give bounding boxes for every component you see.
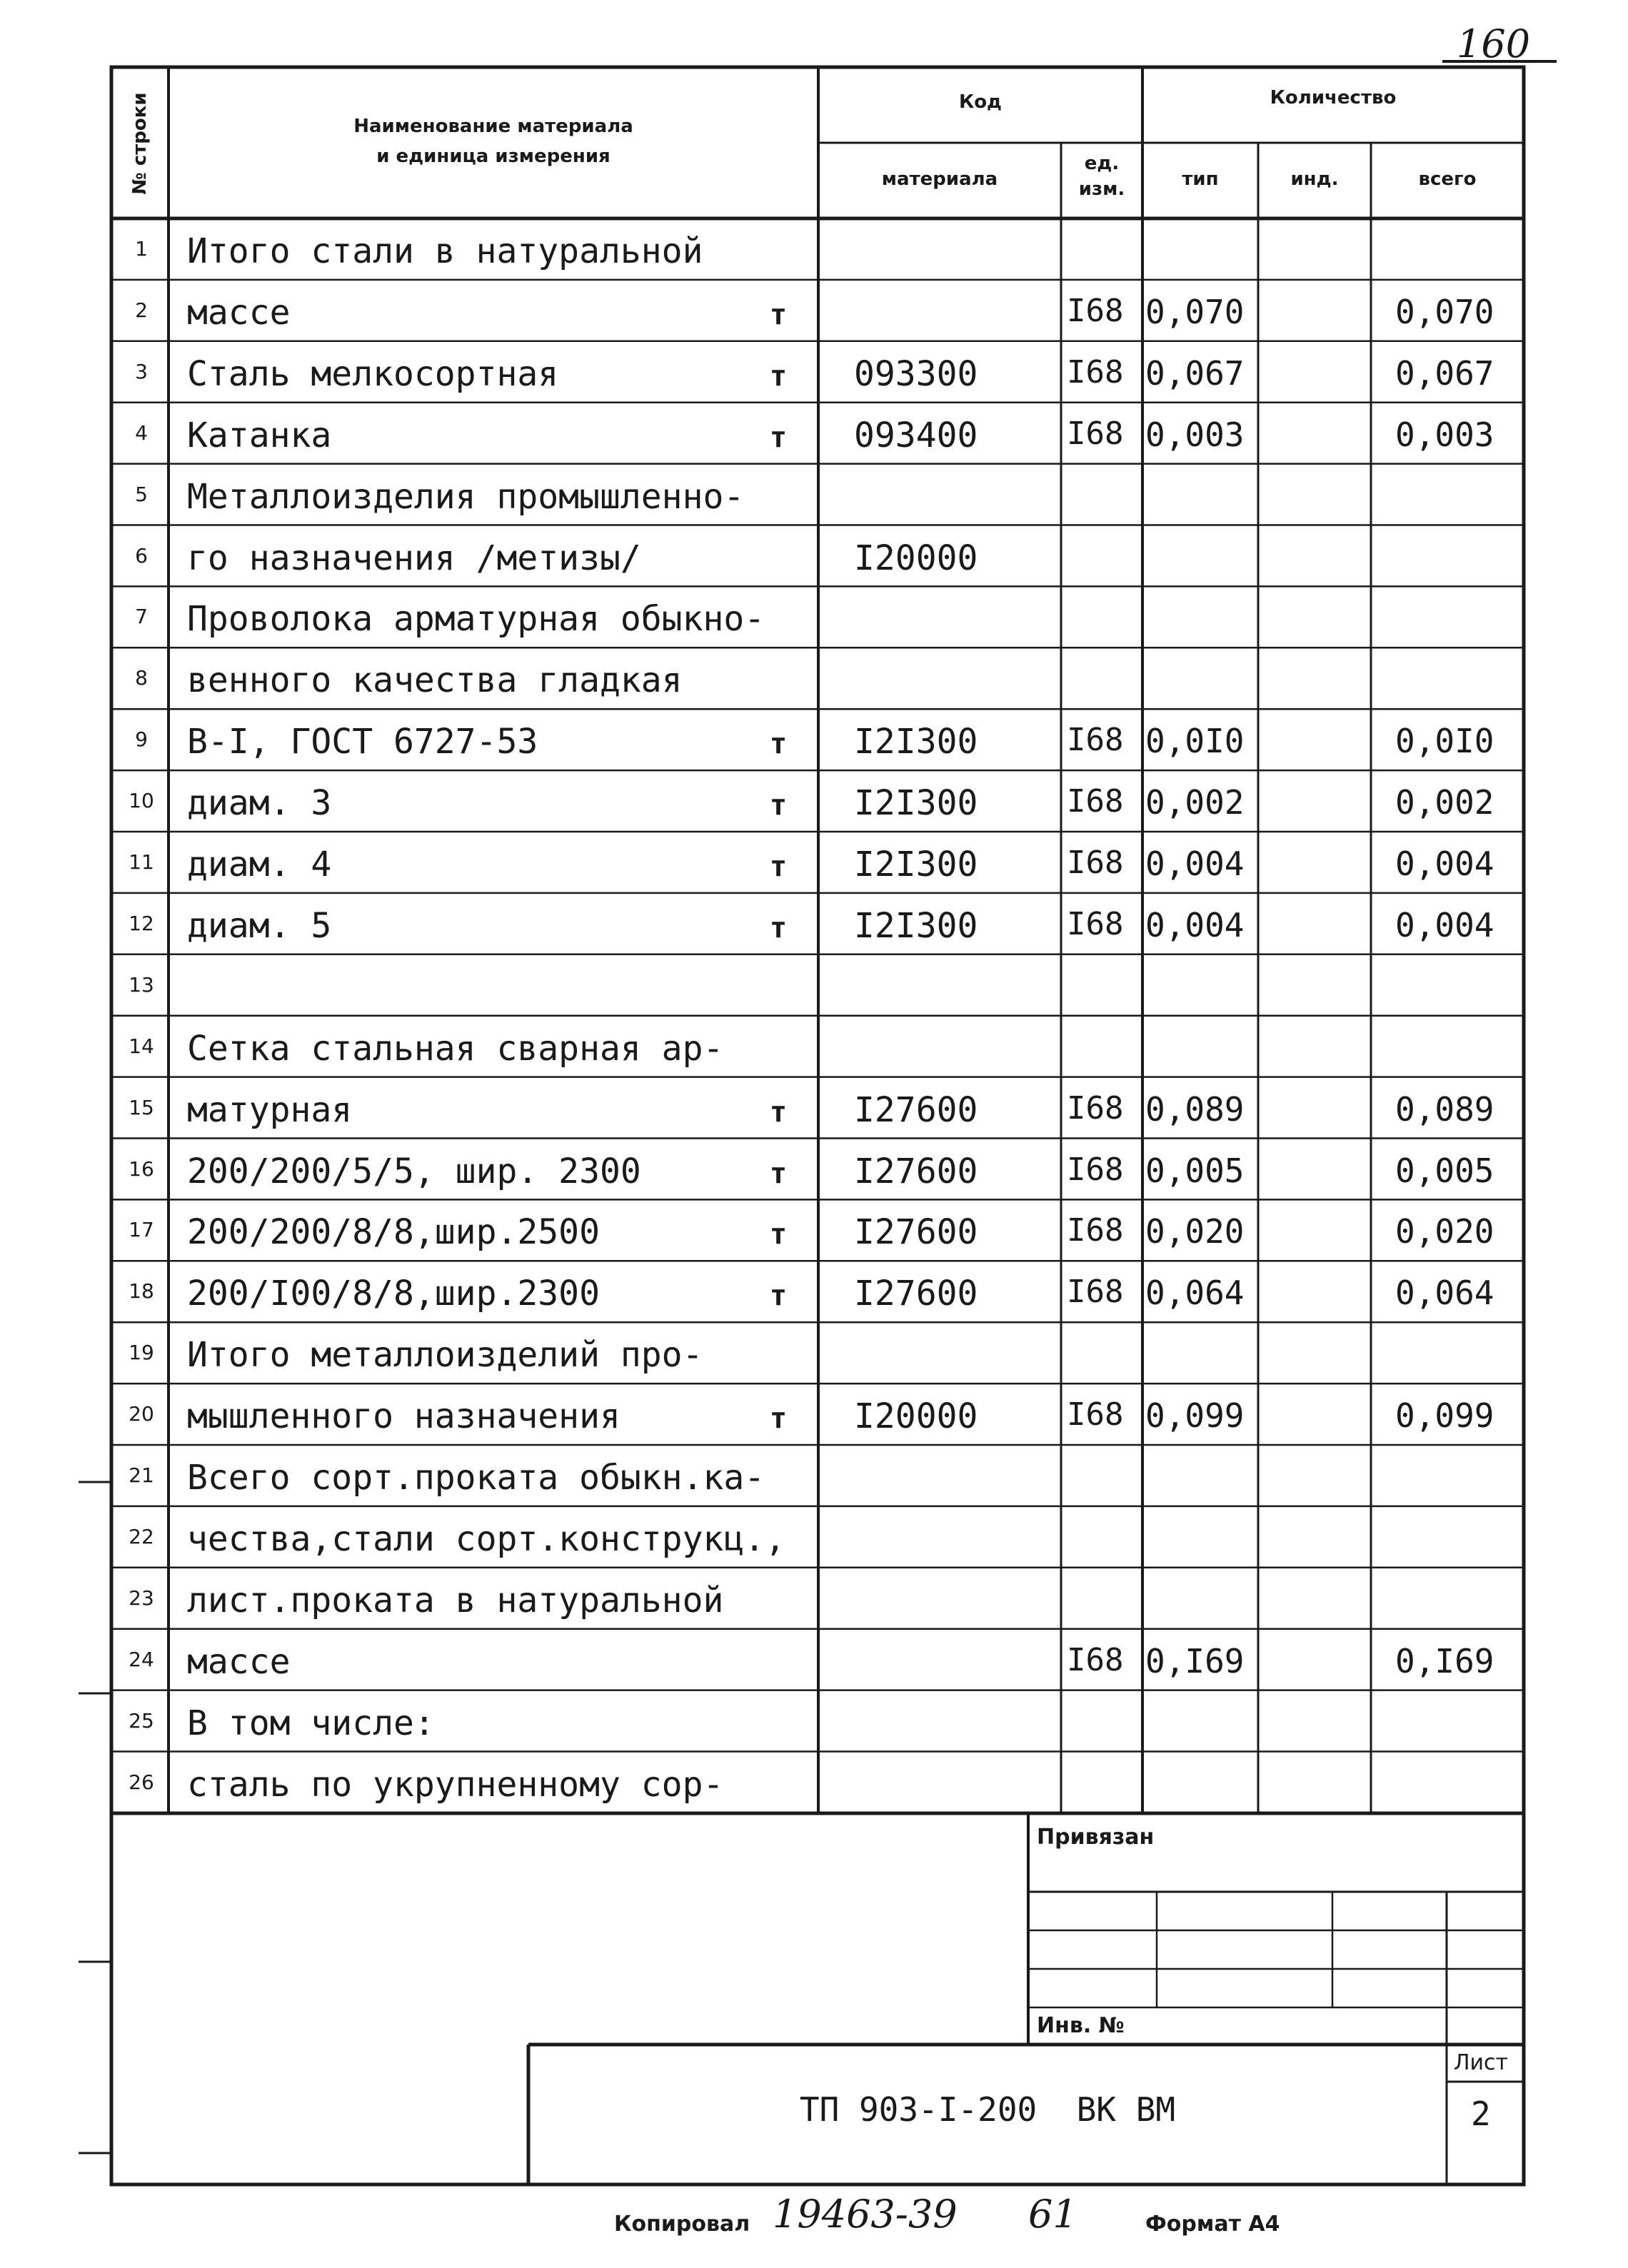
- copied-label: Копировал: [614, 2212, 750, 2237]
- header-typ: тип: [1182, 168, 1219, 190]
- sheet-number: 2: [1471, 2095, 1491, 2133]
- material-name: мышленного назначения: [187, 1396, 620, 1437]
- quantity-typ: 0,067: [1145, 353, 1245, 393]
- material-name: В том числе:: [187, 1703, 435, 1743]
- unit-code: I68: [1067, 1641, 1124, 1678]
- unit-code: I68: [1067, 1089, 1124, 1127]
- quantity-total: 0,004: [1395, 905, 1494, 944]
- unit-code: I68: [1067, 722, 1124, 759]
- material-name: Металлоизделия промышленно-: [187, 476, 745, 517]
- table-row: [0, 525, 1628, 587]
- material-name: чества,стали сорт.конструкц.,: [187, 1518, 786, 1559]
- material-name: 200/I00/8/8,шир.2300: [187, 1274, 600, 1314]
- quantity-total: 0,004: [1395, 845, 1494, 883]
- row-number: 7: [135, 605, 148, 629]
- unit-of-measure: т: [769, 1402, 788, 1436]
- unit-of-measure: т: [769, 1095, 788, 1129]
- quantity-total: 0,067: [1395, 353, 1494, 393]
- copied-sheet-number: 61: [1028, 2192, 1077, 2237]
- material-name: Сталь мелкосортная: [187, 353, 559, 394]
- table-row: [0, 709, 1628, 770]
- quantity-total: 0,064: [1395, 1274, 1494, 1313]
- row-number: 20: [129, 1402, 154, 1426]
- material-code: I2I300: [854, 845, 978, 884]
- row-number: 24: [129, 1647, 154, 1671]
- unit-of-measure: т: [769, 1156, 788, 1190]
- table-row: [0, 893, 1628, 954]
- material-code: I27600: [854, 1151, 978, 1191]
- row-number: 13: [129, 972, 154, 997]
- unit-code: I68: [1067, 1274, 1124, 1311]
- row-number: 26: [129, 1770, 154, 1794]
- material-name: 200/200/5/5, шир. 2300: [187, 1151, 641, 1191]
- row-number: 12: [129, 911, 154, 935]
- table-row: [0, 1139, 1628, 1200]
- table-row: [0, 1016, 1628, 1077]
- row-number: 3: [135, 359, 148, 383]
- unit-of-measure: т: [769, 850, 788, 883]
- quantity-typ: 0,099: [1145, 1396, 1245, 1436]
- table-row: [0, 218, 1628, 280]
- row-number: 1: [135, 237, 148, 261]
- table-row: [0, 1322, 1628, 1384]
- inv-number-label: Инв. №: [1037, 2013, 1125, 2038]
- unit-code: I68: [1067, 905, 1124, 942]
- material-name: Катанка: [187, 415, 332, 455]
- quantity-typ: 0,002: [1145, 783, 1245, 822]
- table-row: [0, 1629, 1628, 1690]
- quantity-total: 0,003: [1395, 415, 1494, 454]
- header-name-line2: и единица измерения: [376, 146, 610, 167]
- unit-code: I68: [1067, 415, 1124, 452]
- unit-code: I68: [1067, 292, 1124, 329]
- row-number: 15: [129, 1095, 154, 1119]
- header-code: Код: [958, 91, 1003, 113]
- unit-code: I68: [1067, 353, 1124, 390]
- table-row: [0, 341, 1628, 403]
- table-row: [0, 403, 1628, 464]
- unit-code: I68: [1067, 1396, 1124, 1433]
- material-name: диам. 5: [187, 905, 332, 946]
- header-name-line1: Наименование материала: [353, 116, 633, 137]
- table-row: [0, 1077, 1628, 1139]
- header-row-no: № строки: [129, 92, 151, 195]
- material-code: I27600: [854, 1089, 978, 1130]
- quantity-total: 0,020: [1395, 1212, 1494, 1251]
- unit-code: I68: [1067, 845, 1124, 881]
- row-number: 16: [129, 1156, 154, 1181]
- quantity-typ: 0,064: [1145, 1274, 1245, 1313]
- row-number: 14: [129, 1034, 154, 1058]
- table-row: [0, 1445, 1628, 1506]
- quantity-typ: 0,003: [1145, 415, 1245, 454]
- row-number: 9: [135, 727, 148, 752]
- material-name: лист.проката в натуральной: [187, 1580, 724, 1621]
- table-row: [0, 1690, 1628, 1752]
- unit-of-measure: т: [769, 911, 788, 944]
- material-name: венного качества гладкая: [187, 660, 683, 701]
- table-row: [0, 832, 1628, 893]
- quantity-total: 0,099: [1395, 1396, 1494, 1436]
- quantity-total: 0,I69: [1395, 1641, 1494, 1680]
- unit-code: I68: [1067, 783, 1124, 820]
- material-name: матурная: [187, 1089, 353, 1130]
- material-code: 093300: [854, 353, 978, 394]
- quantity-typ: 0,005: [1145, 1151, 1245, 1190]
- unit-of-measure: т: [769, 1218, 788, 1251]
- quantity-typ: 0,089: [1145, 1089, 1245, 1129]
- table-row: [0, 647, 1628, 709]
- material-name: В-I, ГОСТ 6727-53: [187, 722, 538, 762]
- material-name: Проволока арматурная обыкно-: [187, 599, 765, 640]
- material-code: I2I300: [854, 905, 978, 946]
- unit-of-measure: т: [769, 298, 788, 331]
- row-number: 25: [129, 1708, 154, 1733]
- table-row: [0, 1752, 1628, 1813]
- unit-of-measure: т: [769, 359, 788, 393]
- row-number: 6: [135, 543, 148, 568]
- quantity-total: 0,005: [1395, 1151, 1494, 1190]
- row-number: 4: [135, 420, 148, 445]
- header-ind: инд.: [1290, 168, 1339, 190]
- unit-of-measure: т: [769, 1279, 788, 1313]
- material-name: массе: [187, 1641, 291, 1682]
- table-row: [0, 1568, 1628, 1629]
- quantity-total: 0,0I0: [1395, 722, 1494, 761]
- table-row: [0, 1506, 1628, 1568]
- material-name: го назначения /метизы/: [187, 538, 641, 578]
- quantity-typ: 0,004: [1145, 905, 1245, 944]
- quantity-typ: 0,020: [1145, 1212, 1245, 1251]
- format-label: Формат А4: [1145, 2212, 1280, 2237]
- material-name: 200/200/8/8,шир.2500: [187, 1212, 600, 1253]
- bound-label: Привязан: [1037, 1825, 1155, 1850]
- row-number: 10: [129, 789, 154, 813]
- unit-code: I68: [1067, 1151, 1124, 1188]
- quantity-total: 0,089: [1395, 1089, 1494, 1129]
- material-name: Итого стали в натуральной: [187, 231, 703, 271]
- row-number: 5: [135, 482, 148, 506]
- material-code: I2I300: [854, 722, 978, 762]
- header-unit-line1: ед.: [1084, 153, 1120, 174]
- page-number: 160: [1457, 21, 1531, 66]
- material-name: диам. 3: [187, 783, 332, 824]
- quantity-total: 0,070: [1395, 292, 1494, 331]
- table-row: [0, 280, 1628, 341]
- material-name: Всего сорт.проката обыкн.ка-: [187, 1458, 765, 1498]
- material-code: I20000: [854, 1396, 978, 1437]
- row-number: 11: [129, 850, 154, 874]
- table-row: [0, 1384, 1628, 1445]
- copied-number: 19463-39: [773, 2192, 958, 2237]
- material-code: 093400: [854, 415, 978, 455]
- document-code: ТП 903-I-200 ВК ВМ: [799, 2090, 1176, 2129]
- unit-of-measure: т: [769, 789, 788, 822]
- row-number: 17: [129, 1218, 154, 1242]
- unit-code: I68: [1067, 1212, 1124, 1249]
- table-row: [0, 954, 1628, 1016]
- row-number: 23: [129, 1586, 154, 1610]
- material-code: I27600: [854, 1212, 978, 1253]
- table-row: [0, 1199, 1628, 1261]
- row-number: 19: [129, 1341, 154, 1365]
- sheet-label: Лист: [1454, 2050, 1509, 2075]
- quantity-typ: 0,004: [1145, 845, 1245, 883]
- header-material: материала: [881, 168, 998, 190]
- quantity-typ: 0,070: [1145, 292, 1245, 331]
- table-row: [0, 770, 1628, 832]
- quantity-total: 0,002: [1395, 783, 1494, 822]
- quantity-typ: 0,I69: [1145, 1641, 1245, 1680]
- material-code: I20000: [854, 538, 978, 578]
- header-total: всего: [1418, 168, 1477, 190]
- material-name: Итого металлоизделий про-: [187, 1335, 703, 1376]
- table-row: [0, 464, 1628, 525]
- header-unit-line2: изм.: [1078, 178, 1125, 200]
- row-number: 21: [129, 1463, 154, 1487]
- material-code: I2I300: [854, 783, 978, 824]
- material-name: сталь по укрупненному сор-: [187, 1764, 724, 1805]
- header-quantity: Количество: [1270, 87, 1397, 109]
- quantity-typ: 0,0I0: [1145, 722, 1245, 761]
- unit-of-measure: т: [769, 727, 788, 761]
- material-name: массе: [187, 292, 291, 333]
- material-code: I27600: [854, 1274, 978, 1314]
- row-number: 8: [135, 666, 148, 690]
- unit-of-measure: т: [769, 420, 788, 454]
- row-number: 18: [129, 1279, 154, 1304]
- table-row: [0, 586, 1628, 647]
- row-number: 2: [135, 298, 148, 322]
- table-row: [0, 1261, 1628, 1322]
- material-name: Сетка стальная сварная ар-: [187, 1028, 724, 1069]
- material-name: диам. 4: [187, 845, 332, 884]
- row-number: 22: [129, 1524, 154, 1548]
